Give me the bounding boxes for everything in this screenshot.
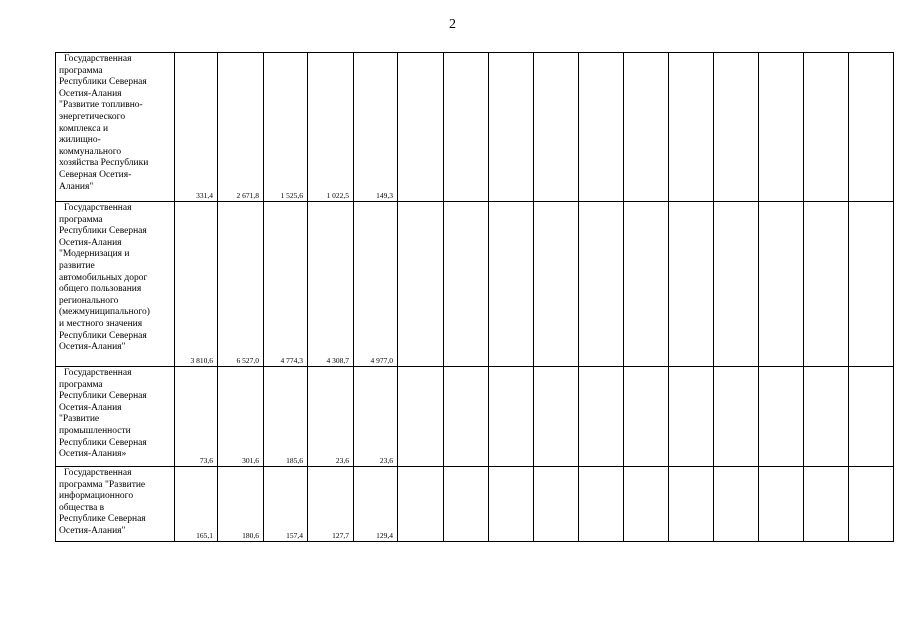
empty-cell <box>759 367 804 467</box>
program-name-line: Осетия-Алания <box>59 402 122 413</box>
program-name-line: общества в <box>59 502 105 513</box>
empty-cell <box>489 367 534 467</box>
empty-cell <box>534 53 579 202</box>
empty-cell <box>849 53 894 202</box>
empty-cell <box>849 202 894 367</box>
program-name-line: программа <box>59 65 103 76</box>
empty-cell <box>489 53 534 202</box>
program-name-line: Республике Северная <box>59 514 146 525</box>
program-name-cell <box>56 202 175 367</box>
empty-cell <box>714 467 759 542</box>
program-name-line: Республики Северная <box>59 226 147 237</box>
budget-table <box>55 52 894 542</box>
value-cell: 1 525,6 <box>264 53 308 202</box>
program-name-line: информационного <box>59 491 134 502</box>
program-name-line: Республики Северная <box>59 437 147 448</box>
empty-cell <box>759 53 804 202</box>
empty-cell <box>669 202 714 367</box>
value-cell: 6 527,0 <box>218 202 264 367</box>
program-name-line: комплекса и <box>59 123 109 134</box>
empty-cell <box>534 467 579 542</box>
empty-cell <box>398 367 444 467</box>
program-name-cell <box>56 467 175 542</box>
empty-cell <box>489 467 534 542</box>
empty-cell <box>579 367 624 467</box>
value-cell: 185,6 <box>264 367 308 467</box>
value-cell: 157,4 <box>264 467 308 542</box>
page-number: 2 <box>449 17 456 32</box>
program-name-line: Осетия-Алания" <box>59 525 126 536</box>
program-name-line: "Модернизация и <box>59 249 130 260</box>
empty-cell <box>579 202 624 367</box>
value-cell: 331,4 <box>175 53 218 202</box>
value-cell: 4 977,0 <box>354 202 398 367</box>
value-cell: 2 671,8 <box>218 53 264 202</box>
empty-cell <box>804 202 849 367</box>
program-name-line: хозяйства Республики <box>59 158 149 169</box>
program-name-line: жилищно- <box>59 135 101 146</box>
program-name-line: Государственная <box>64 368 132 378</box>
empty-cell <box>624 53 669 202</box>
program-name-line: общего пользования <box>59 284 142 295</box>
empty-cell <box>398 202 444 367</box>
table-row <box>56 467 894 542</box>
program-name-line: Осетия-Алания <box>59 237 122 248</box>
program-name-line: Осетия-Алания» <box>59 449 127 460</box>
program-name-line: энергетического <box>59 111 126 122</box>
empty-cell <box>489 202 534 367</box>
program-name-line: Осетия-Алания <box>59 88 122 99</box>
empty-cell <box>804 53 849 202</box>
empty-cell <box>849 467 894 542</box>
program-name-line: Республики Северная <box>59 77 147 88</box>
empty-cell <box>579 53 624 202</box>
program-name-line: Северная Осетия- <box>59 169 132 180</box>
empty-cell <box>444 367 489 467</box>
empty-cell <box>624 367 669 467</box>
empty-cell <box>534 367 579 467</box>
table-row <box>56 202 894 367</box>
program-name-line: программа "Развитие <box>59 479 146 490</box>
program-name-line: программа <box>59 379 103 390</box>
empty-cell <box>804 467 849 542</box>
program-name-line: Республики Северная <box>59 330 147 341</box>
empty-cell <box>669 53 714 202</box>
program-name-line: Алания" <box>59 181 94 192</box>
value-cell: 73,6 <box>175 367 218 467</box>
value-cell: 3 810,6 <box>175 202 218 367</box>
empty-cell <box>759 202 804 367</box>
value-cell: 165,1 <box>175 467 218 542</box>
program-name-line: промышленности <box>59 425 131 436</box>
program-name-line: Государственная <box>64 468 132 478</box>
table-row <box>56 53 894 202</box>
value-cell: 1 022,5 <box>308 53 354 202</box>
empty-cell <box>669 467 714 542</box>
program-name-line: "Развитие <box>59 414 100 425</box>
value-cell: 23,6 <box>354 367 398 467</box>
program-name-line: (межмуниципального) <box>59 307 150 318</box>
empty-cell <box>444 202 489 367</box>
program-name-line: регионального <box>59 295 119 306</box>
value-cell: 4 774,3 <box>264 202 308 367</box>
empty-cell <box>398 467 444 542</box>
program-name-line: "Развитие топливно- <box>59 100 143 111</box>
value-cell: 127,7 <box>308 467 354 542</box>
empty-cell <box>714 202 759 367</box>
value-cell: 129,4 <box>354 467 398 542</box>
empty-cell <box>398 53 444 202</box>
program-name-line: Государственная <box>64 203 132 213</box>
empty-cell <box>534 202 579 367</box>
program-name-cell <box>56 367 175 467</box>
program-name-line: Осетия-Алания" <box>59 342 126 353</box>
empty-cell <box>624 202 669 367</box>
empty-cell <box>759 467 804 542</box>
program-name-line: развитие <box>59 260 95 271</box>
program-name-line: и местного значения <box>59 318 143 329</box>
program-name-line: программа <box>59 214 103 225</box>
program-name-cell <box>56 53 175 202</box>
empty-cell <box>669 367 714 467</box>
empty-cell <box>804 367 849 467</box>
program-name-line: Государственная <box>64 54 132 64</box>
empty-cell <box>624 467 669 542</box>
empty-cell <box>714 53 759 202</box>
program-name-line: Республики Северная <box>59 391 147 402</box>
value-cell: 4 308,7 <box>308 202 354 367</box>
empty-cell <box>444 53 489 202</box>
table-row <box>56 367 894 467</box>
value-cell: 149,3 <box>354 53 398 202</box>
program-name-line: коммунального <box>59 146 122 157</box>
value-cell: 23,6 <box>308 367 354 467</box>
value-cell: 180,6 <box>218 467 264 542</box>
empty-cell <box>714 367 759 467</box>
empty-cell <box>849 367 894 467</box>
empty-cell <box>444 467 489 542</box>
empty-cell <box>579 467 624 542</box>
value-cell: 301,6 <box>218 367 264 467</box>
program-name-line: автомобильных дорог <box>59 272 148 283</box>
